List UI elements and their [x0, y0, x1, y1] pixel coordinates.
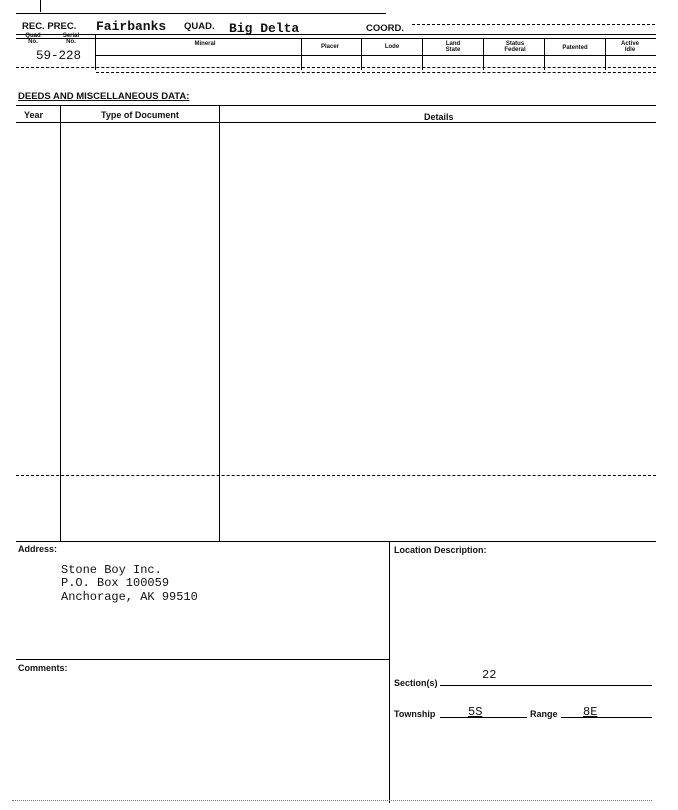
quad-label: QUAD.	[184, 21, 215, 32]
col-div-placer	[301, 38, 302, 70]
deeds-rule-top	[16, 105, 656, 106]
record-number-value: 59-228	[36, 49, 82, 63]
quad-value: Big Delta	[229, 21, 300, 36]
details-header: Details	[424, 112, 454, 122]
land-state-label: Land State	[445, 41, 461, 53]
quad-no-label: Quad No.	[25, 33, 41, 45]
header-bottom-dashed	[16, 67, 656, 68]
address-line-2: P.O. Box 100059	[61, 576, 170, 590]
status-federal-label: Status Federal	[504, 41, 526, 53]
type-of-document-header: Type of Document	[101, 110, 179, 120]
active-idle-label: Active Idle	[620, 41, 639, 53]
col-div-active	[605, 38, 606, 70]
col-div-status	[483, 38, 484, 70]
comments-rule	[16, 659, 389, 660]
deeds-rule-bottom	[16, 541, 656, 542]
col-div-land	[422, 38, 423, 70]
header-bottom-dashed-2	[96, 72, 656, 73]
township-underline	[440, 717, 527, 718]
serial-no-label: Serial No.	[62, 33, 80, 45]
range-value: 8E	[583, 705, 598, 719]
mineral-label: Mineral	[194, 41, 216, 47]
coord-dashed-rule	[412, 24, 655, 25]
section-label: Section(s)	[394, 678, 438, 688]
address-location-divider	[389, 541, 390, 803]
header-field-rule	[96, 55, 656, 56]
range-label: Range	[530, 709, 558, 719]
corner-mark	[40, 0, 41, 12]
col-div-lode	[361, 38, 362, 70]
section-underline	[440, 685, 652, 686]
lode-label: Lode	[384, 44, 400, 50]
placer-label: Placer	[320, 44, 339, 50]
section-value: 22	[482, 668, 497, 682]
col-div-patented	[544, 38, 545, 70]
year-header: Year	[24, 110, 44, 120]
address-line-3: Anchorage, AK 99510	[61, 590, 198, 604]
rec-prec-label: REC. PREC.	[22, 21, 77, 32]
deeds-dashed-rule	[16, 475, 656, 476]
comments-label: Comments:	[18, 663, 68, 673]
township-value: 5S	[468, 705, 483, 719]
deeds-section-title: DEEDS AND MISCELLANEOUS DATA:	[18, 91, 190, 102]
header-rule-1	[16, 34, 656, 35]
address-line-1: Stone Boy Inc.	[61, 563, 162, 577]
township-label: Township	[394, 709, 436, 719]
col-div-mineral	[95, 34, 96, 70]
coord-label: COORD.	[366, 23, 404, 34]
district-value: Fairbanks	[96, 19, 167, 34]
range-underline	[561, 717, 652, 718]
location-description-label: Location Description:	[394, 545, 487, 555]
patented-label: Patented	[562, 45, 588, 51]
bottom-scan-artifact	[12, 800, 652, 801]
deeds-rule-header	[16, 122, 656, 123]
top-rule	[16, 13, 386, 14]
address-label: Address:	[18, 544, 58, 554]
header-rule-2	[16, 38, 656, 39]
